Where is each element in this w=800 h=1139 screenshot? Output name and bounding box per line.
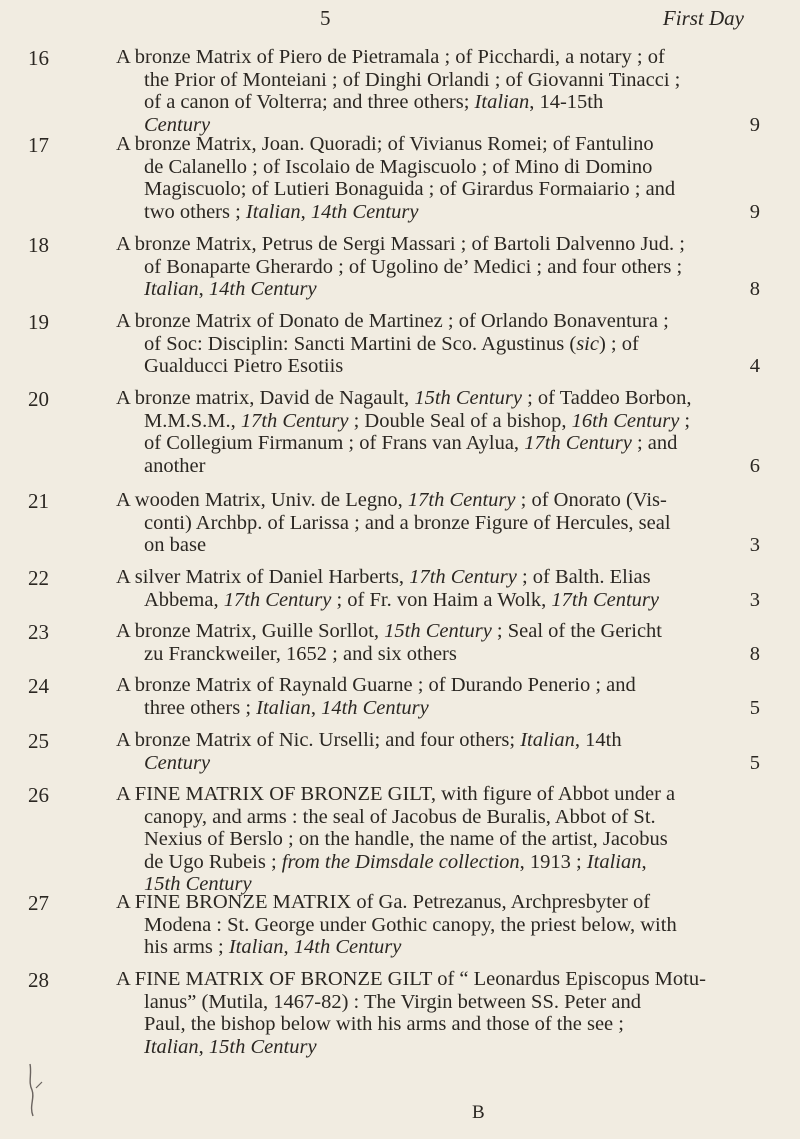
lot-description-line: de Ugo Rubeis ; from the Dimsdale collection, 1913 ; Italian, bbox=[144, 850, 647, 873]
lot-description-line: three others ; Italian, 14th Century 5 bbox=[144, 696, 760, 719]
lot-description-line: A bronze Matrix of Nic. Urselli; and four others; Italian, 14th bbox=[116, 729, 622, 751]
lot-description-line: A bronze Matrix, Guille Sorllot, 15th Century ; Seal of the Gericht bbox=[116, 620, 663, 642]
lot-number: 22 bbox=[28, 566, 49, 590]
lot-description bbox=[116, 891, 760, 959]
lot-price: 8 bbox=[749, 642, 760, 665]
lot-description-line: of Bonaparte Gherardo ; of Ugolino de’ Medici ; and four others ; bbox=[144, 255, 683, 278]
lot-price: 3 bbox=[749, 534, 760, 556]
lot-entry bbox=[0, 387, 800, 485]
lot-number: 17 bbox=[28, 133, 49, 157]
lot-description-line: Magiscuolo; of Lutieri Bonaguida ; of Girardus Formaiario ; and bbox=[144, 178, 676, 200]
lot-description bbox=[116, 783, 760, 896]
lot-number: 21 bbox=[28, 489, 49, 513]
lot-description-line: Paul, the bishop below with his arms and those of the see ; bbox=[144, 1013, 624, 1035]
lot-description-line: A silver Matrix of Daniel Harberts, 17th Century ; of Balth. Elias bbox=[116, 566, 651, 588]
lot-description-line: 15th Century bbox=[144, 873, 252, 895]
lot-description bbox=[116, 968, 760, 1058]
pencil-mark-icon bbox=[24, 1060, 46, 1120]
running-title: First Day bbox=[662, 6, 744, 30]
lot-description-line: the Prior of Monteiani ; of Dinghi Orlandi ; of Giovanni Tinacci ; bbox=[144, 68, 681, 91]
lot-number: 26 bbox=[28, 783, 49, 807]
lot-price: 5 bbox=[749, 751, 760, 774]
lot-price: 8 bbox=[749, 278, 760, 300]
lot-description-line: M.M.S.M., 17th Century ; Double Seal of a bishop, 16th Century ; bbox=[144, 409, 691, 432]
lot-entry bbox=[0, 233, 800, 309]
lot-description-line: Abbema, 17th Century ; of Fr. von Haim a Wolk, 17th Century 3 bbox=[144, 588, 760, 611]
lot-description bbox=[116, 566, 760, 611]
lot-price: 6 bbox=[749, 454, 760, 477]
lot-description bbox=[116, 729, 760, 774]
lot-description-line: Gualducci Pietro Esotiis 4 bbox=[144, 355, 760, 377]
lot-entry bbox=[0, 46, 800, 144]
lot-description-line: Century 5 bbox=[144, 751, 760, 774]
lot-description bbox=[116, 310, 760, 378]
lot-description-line: A FINE BRONZE MATRIX of Ga. Petrezanus, Archpresbyter of bbox=[116, 891, 651, 913]
lot-entry bbox=[0, 566, 800, 619]
lot-description-line: A bronze Matrix, Joan. Quoradi; of Vivianus Romei; of Fantulino bbox=[116, 133, 654, 155]
lot-description-line: Century 9 bbox=[144, 113, 760, 136]
lot-price: 3 bbox=[749, 588, 760, 611]
lot-description-line: of Collegium Firmanum ; of Frans van Aylua, 17th Century ; and bbox=[144, 432, 678, 454]
lot-entry bbox=[0, 783, 800, 904]
lot-description bbox=[116, 387, 760, 477]
lot-description-line: A wooden Matrix, Univ. de Legno, 17th Century ; of Onorato (Vis- bbox=[116, 489, 667, 511]
lot-entry bbox=[0, 489, 800, 565]
lot-description-line: lanus” (Mutila, 1467-82) : The Virgin between SS. Peter and bbox=[144, 990, 641, 1013]
lot-description-line: A FINE MATRIX OF BRONZE GILT, with figure of Abbot under a bbox=[116, 783, 676, 805]
lot-description-line: A FINE MATRIX OF BRONZE GILT of “ Leonardus Episcopus Motu- bbox=[116, 968, 706, 990]
lot-entry bbox=[0, 310, 800, 386]
lot-description bbox=[116, 46, 760, 136]
lot-description-line: conti) Archbp. of Larissa ; and a bronze Figure of Hercules, seal bbox=[144, 511, 671, 534]
lot-number: 18 bbox=[28, 233, 49, 257]
lot-description-line: of a canon of Volterra; and three others; Italian, 14-15th bbox=[144, 91, 604, 113]
lot-number: 20 bbox=[28, 387, 49, 411]
lot-description bbox=[116, 489, 760, 557]
lot-description-line: Nexius of Berslo ; on the handle, the name of the artist, Jacobus bbox=[144, 828, 668, 850]
lot-description-line: A bronze matrix, David de Nagault, 15th Century ; of Taddeo Borbon, bbox=[116, 387, 692, 409]
lot-description-line: two others ; Italian, 14th Century 9 bbox=[144, 200, 760, 223]
lot-number: 28 bbox=[28, 968, 49, 992]
signature-mark: B bbox=[472, 1102, 485, 1123]
lot-description-line: his arms ; Italian, 14th Century bbox=[144, 936, 402, 958]
lot-entry bbox=[0, 968, 800, 1066]
lot-description-line: A bronze Matrix of Donato de Martinez ; of Orlando Bonaventura ; bbox=[116, 310, 669, 332]
lot-number: 24 bbox=[28, 674, 49, 698]
lot-price: 5 bbox=[749, 696, 760, 719]
lot-description bbox=[116, 674, 760, 719]
lot-entry bbox=[0, 891, 800, 967]
lot-number: 16 bbox=[28, 46, 49, 70]
lot-price: 4 bbox=[749, 355, 760, 377]
lot-entry bbox=[0, 620, 800, 673]
lot-description-line: Modena : St. George under Gothic canopy, the priest below, with bbox=[144, 913, 677, 936]
lot-number: 23 bbox=[28, 620, 49, 644]
lot-description-line: A bronze Matrix, Petrus de Sergi Massari ; of Bartoli Dalvenno Jud. ; bbox=[116, 233, 685, 255]
lot-price: 9 bbox=[749, 113, 760, 136]
lot-number: 27 bbox=[28, 891, 49, 915]
lot-description-line: de Calanello ; of Iscolaio de Magiscuolo ; of Mino di Domino bbox=[144, 155, 653, 178]
lot-entry bbox=[0, 729, 800, 782]
lot-entry bbox=[0, 674, 800, 727]
lot-price: 9 bbox=[749, 200, 760, 223]
lot-number: 19 bbox=[28, 310, 49, 334]
lot-description-line: another 6 bbox=[144, 454, 760, 477]
lot-description bbox=[116, 620, 760, 665]
lot-description-line: canopy, and arms : the seal of Jacobus de Buralis, Abbot of St. bbox=[144, 805, 656, 828]
page-header bbox=[0, 6, 800, 36]
lot-description-line: A bronze Matrix of Piero de Pietramala ; of Picchardi, a notary ; of bbox=[116, 46, 665, 68]
lot-description-line: on base 3 bbox=[144, 534, 760, 556]
lot-entry bbox=[0, 133, 800, 231]
lot-description-line: zu Franckweiler, 1652 ; and six others 8 bbox=[144, 642, 760, 665]
lot-description-line: of Soc: Disciplin: Sancti Martini de Sco. Agustinus (sic) ; of bbox=[144, 332, 639, 355]
lot-description-line: A bronze Matrix of Raynald Guarne ; of Durando Penerio ; and bbox=[116, 674, 636, 696]
lot-description bbox=[116, 233, 760, 301]
lot-number: 25 bbox=[28, 729, 49, 753]
lot-description-line: Italian, 15th Century bbox=[144, 1035, 317, 1058]
lot-description bbox=[116, 133, 760, 223]
page-number: 5 bbox=[320, 6, 331, 30]
lot-description-line: Italian, 14th Century 8 bbox=[144, 278, 760, 300]
